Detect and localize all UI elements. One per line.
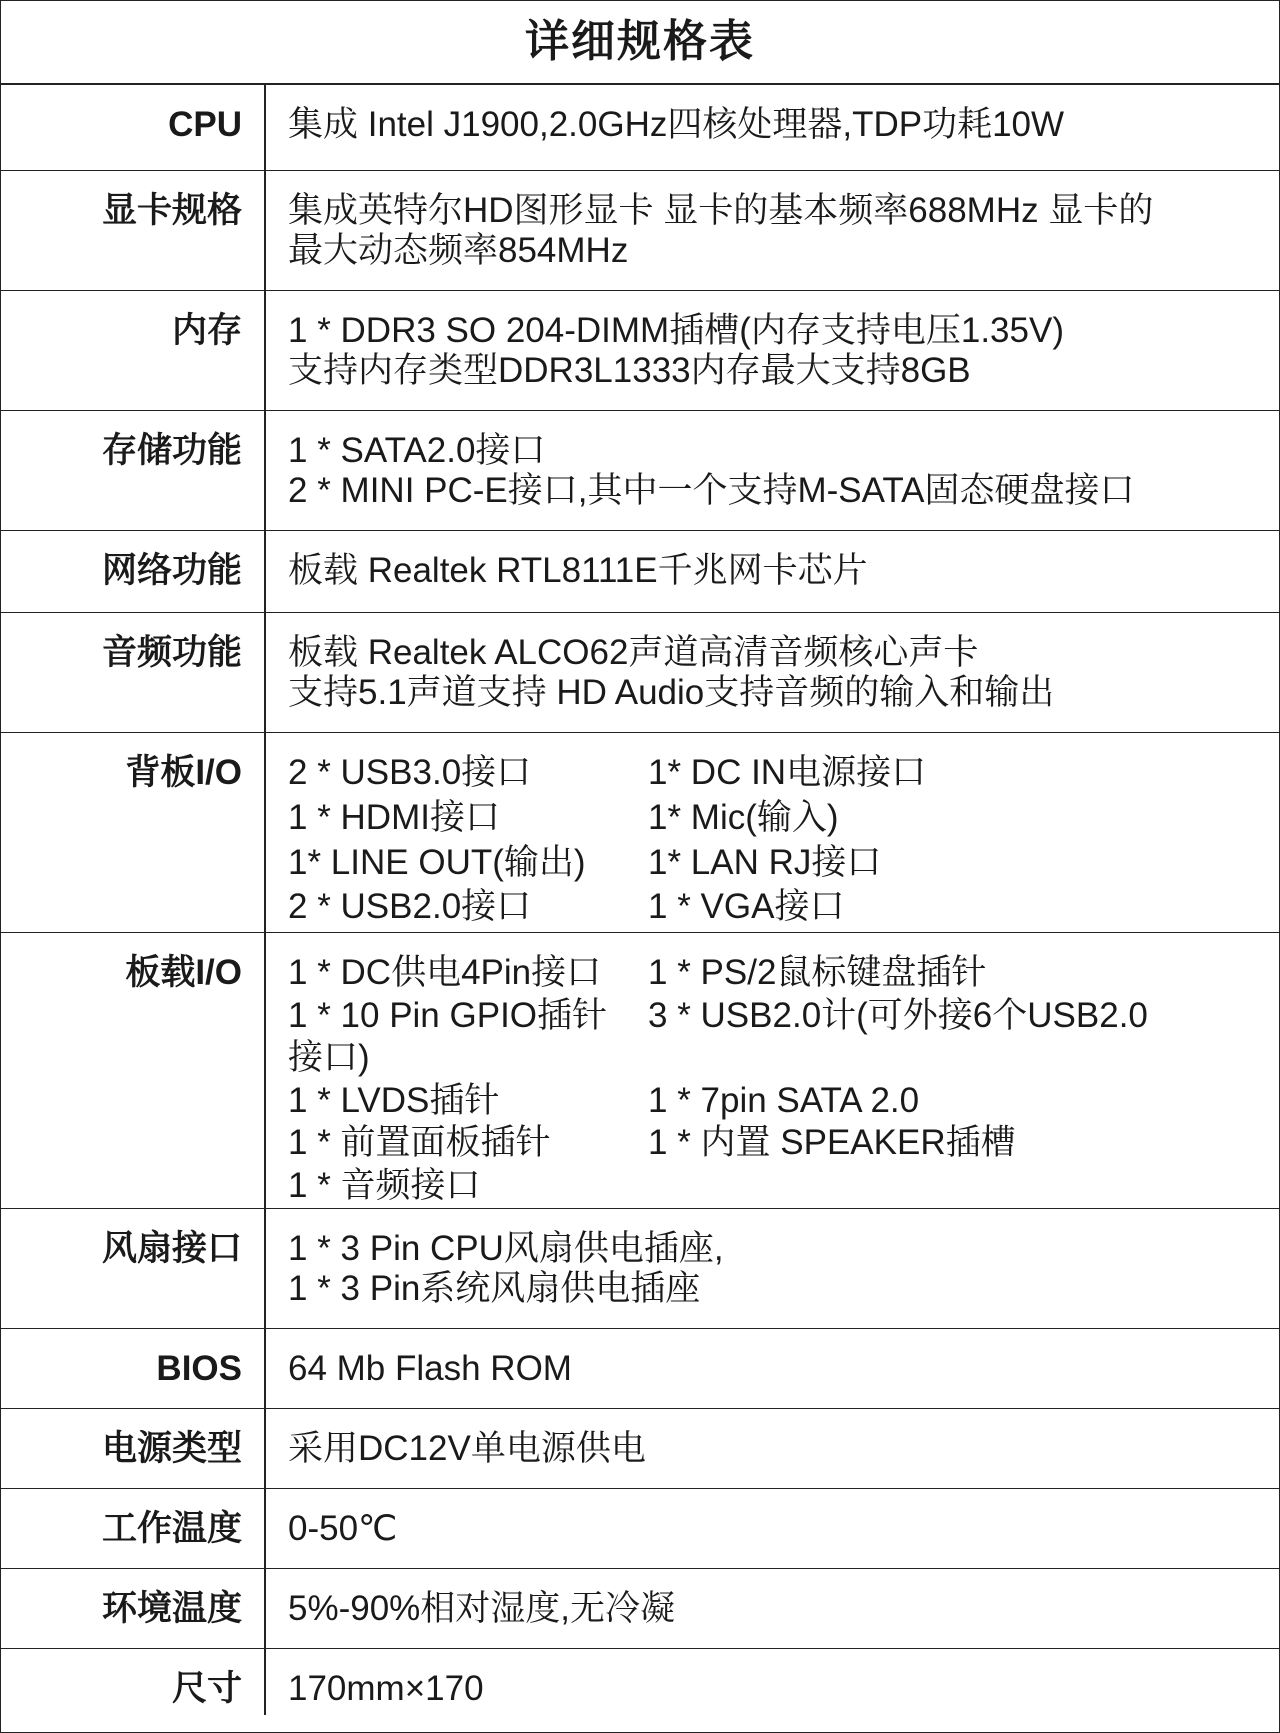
- row-value: [266, 85, 1279, 170]
- table-row: [1, 411, 1279, 531]
- value-cell: 1* Mic(输入): [648, 797, 839, 837]
- row-label: CPU: [1, 85, 266, 170]
- table-row: [1, 531, 1279, 613]
- table-row: [1, 933, 1279, 1209]
- value-cell: 3 * USB2.0计(可外接6个USB2.0: [648, 995, 1148, 1035]
- row-value: [266, 1649, 1279, 1715]
- value-line: 集成 Intel J1900,2.0GHz四核处理器,TDP功耗10W: [288, 105, 1065, 144]
- row-value: [266, 171, 1279, 290]
- value-cell: [648, 1038, 1259, 1081]
- table-row: [1, 1489, 1279, 1569]
- value-line: 最大动态频率854MHz: [288, 231, 629, 270]
- table-row: [1, 171, 1279, 291]
- value-cell: 2 * USB2.0接口: [288, 887, 532, 927]
- table-row: [1, 1649, 1279, 1715]
- row-value: [266, 933, 1279, 1208]
- page-title: 详细规格表: [1, 1, 1279, 85]
- row-label: 板载I/O: [1, 933, 266, 1208]
- row-label: 电源类型: [1, 1409, 266, 1488]
- value-cell: 1* DC IN电源接口: [648, 753, 927, 792]
- table-row: [1, 1569, 1279, 1649]
- value-line: 集成英特尔HD图形显卡 显卡的基本频率688MHz 显卡的: [288, 191, 1154, 230]
- table-row: [1, 291, 1279, 411]
- value-cell: 1* LINE OUT(输出): [288, 842, 586, 882]
- value-line: 1 * 3 Pin系统风扇供电插座: [288, 1269, 701, 1308]
- value-cell: 1* LAN RJ接口: [648, 842, 882, 882]
- value-cell: 1 * 7pin SATA 2.0: [648, 1080, 920, 1120]
- value-cell: 1 * HDMI接口: [288, 797, 500, 837]
- value-cell: [648, 1166, 1259, 1209]
- row-label: 风扇接口: [1, 1209, 266, 1328]
- value-line: 支持5.1声道支持 HD Audio支持音频的输入和输出: [288, 673, 1055, 712]
- value-line: 1 * DDR3 SO 204-DIMM插槽(内存支持电压1.35V): [288, 311, 1064, 350]
- value-line: 0-50℃: [288, 1509, 398, 1548]
- row-value: [266, 1329, 1279, 1408]
- value-cell: 1 * 音频接口: [288, 1165, 481, 1205]
- value-line: 170mm×170: [288, 1669, 484, 1708]
- value-line: 板载 Realtek ALCO62声道高清音频核心声卡: [288, 633, 979, 672]
- value-cell: 1 * 内置 SPEAKER插槽: [648, 1123, 1016, 1162]
- value-cell: 1 * 10 Pin GPIO插针: [288, 995, 608, 1035]
- value-cell: 接口): [288, 1038, 370, 1077]
- table-row: [1, 1329, 1279, 1409]
- row-label: 显卡规格: [1, 171, 266, 290]
- row-label: BIOS: [1, 1329, 266, 1408]
- row-label: 内存: [1, 291, 266, 410]
- table-row: [1, 1409, 1279, 1489]
- table-row: [1, 85, 1279, 171]
- row-value: [266, 1209, 1279, 1328]
- value-line: 板载 Realtek RTL8111E千兆网卡芯片: [288, 551, 868, 590]
- row-value: [266, 1409, 1279, 1488]
- row-label: 存储功能: [1, 411, 266, 530]
- value-line: 采用DC12V单电源供电: [288, 1429, 646, 1468]
- row-value: [266, 733, 1279, 932]
- value-line: 支持内存类型DDR3L1333内存最大支持8GB: [288, 351, 971, 390]
- row-label: 背板I/O: [1, 733, 266, 932]
- table-row: [1, 1209, 1279, 1329]
- value-line: 64 Mb Flash ROM: [288, 1349, 572, 1388]
- value-line: 1 * 3 Pin CPU风扇供电插座,: [288, 1229, 724, 1268]
- row-value: [266, 291, 1279, 410]
- row-value: [266, 531, 1279, 612]
- value-cell: 1 * DC供电4Pin接口: [288, 953, 602, 992]
- value-cell: 1 * PS/2鼠标键盘插针: [648, 953, 987, 992]
- value-cell: 1 * VGA接口: [648, 887, 845, 927]
- row-label: 尺寸: [1, 1649, 266, 1715]
- row-label: 工作温度: [1, 1489, 266, 1568]
- row-value: [266, 411, 1279, 530]
- value-line: 5%-90%相对湿度,无冷凝: [288, 1589, 676, 1628]
- row-value: [266, 1569, 1279, 1648]
- row-value: [266, 1489, 1279, 1568]
- value-line: 2 * MINI PC-E接口,其中一个支持M-SATA固态硬盘接口: [288, 471, 1135, 510]
- value-line: 1 * SATA2.0接口: [288, 431, 546, 470]
- value-cell: 1 * 前置面板插针: [288, 1123, 551, 1162]
- row-value: [266, 613, 1279, 732]
- row-label: 音频功能: [1, 613, 266, 732]
- value-cell: 1 * LVDS插针: [288, 1080, 500, 1120]
- table-row: [1, 613, 1279, 733]
- table-row: [1, 733, 1279, 933]
- row-label: 环境温度: [1, 1569, 266, 1648]
- row-label: 网络功能: [1, 531, 266, 612]
- value-cell: 2 * USB3.0接口: [288, 753, 532, 792]
